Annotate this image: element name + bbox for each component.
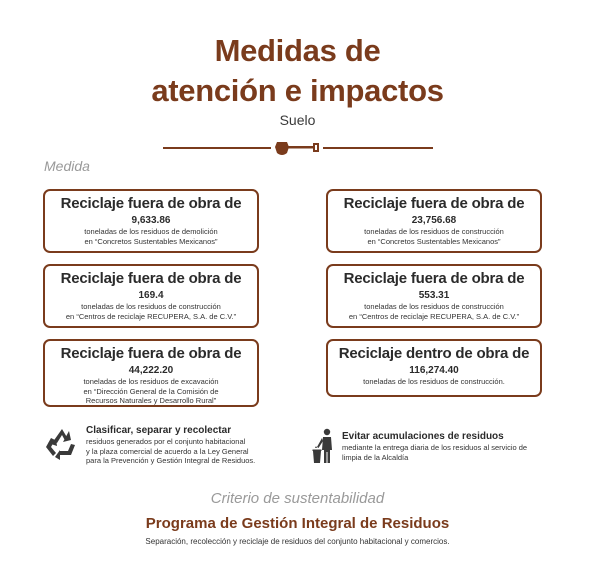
card-title: Reciclaje fuera de obra de	[343, 270, 525, 287]
action-classify	[86, 424, 286, 466]
title-divider	[163, 138, 433, 158]
page-title-line-1: Medidas de	[214, 33, 381, 68]
trash-person-icon	[312, 428, 338, 464]
card-desc: Recursos Naturales y Desarrollo Rural”	[85, 396, 217, 405]
card-value: 116,274.40	[409, 365, 459, 376]
card-value: 553.31	[418, 290, 450, 301]
action-desc: residuos generados por el conjunto habitacional	[86, 437, 246, 446]
measure-card	[326, 339, 542, 397]
card-value: 23,756.68	[411, 215, 457, 226]
divider-line-left	[163, 147, 271, 149]
card-title: Reciclaje fuera de obra de	[60, 270, 242, 287]
section-label-medida: Medida	[44, 158, 90, 174]
action-desc: y la plaza comercial de acuerdo a la Ley General	[86, 446, 249, 456]
card-desc: toneladas de los residuos de construcción	[81, 302, 221, 311]
card-desc: toneladas de los residuos de construcción	[364, 227, 504, 236]
program-title: Programa de Gestión Integral de Residuos	[145, 515, 450, 532]
program-desc: Separación, recolección y reciclaje de residuos del conjunto habitacional y comercios.	[145, 537, 450, 546]
divider-line-right	[323, 147, 433, 149]
card-desc: en “Centros de reciclaje RECUPERA, S.A. de C.V.”	[348, 311, 520, 321]
section-label-criterio: Criterio de sustentabilidad	[210, 490, 385, 507]
action-desc: para la Prevención y Gestión Integral de Residuos.	[86, 456, 256, 465]
card-desc: en “Dirección General de la Comisión de	[83, 386, 219, 396]
measure-card	[326, 189, 542, 253]
card-value: 44,222.20	[128, 365, 174, 376]
action-avoid-accumulation	[342, 430, 542, 462]
card-desc: toneladas de los residuos de construcción.	[363, 377, 505, 386]
card-title: Reciclaje fuera de obra de	[60, 195, 242, 212]
card-desc: en “Centros de reciclaje RECUPERA, S.A. de C.V.”	[65, 311, 237, 321]
measure-card	[43, 339, 259, 407]
card-value: 169.4	[138, 290, 164, 301]
measure-card	[43, 264, 259, 328]
page-subtitle: Suelo	[279, 112, 316, 128]
action-title: Evitar acumulaciones de residuos	[342, 431, 504, 442]
action-desc: mediante la entrega diaria de los residuos al servicio de	[342, 443, 528, 452]
page-title-line-2: atención e impactos	[151, 73, 444, 108]
card-desc: toneladas de los residuos de construcción	[364, 302, 504, 311]
card-desc: en “Concretos Sustentables Mexicanos”	[84, 236, 218, 246]
recycle-icon	[44, 427, 80, 461]
card-title: Reciclaje fuera de obra de	[60, 345, 242, 362]
card-title: Reciclaje fuera de obra de	[343, 195, 525, 212]
action-title: Clasificar, separar y recolectar	[86, 425, 232, 436]
card-desc: toneladas de los residuos de excavación	[83, 377, 219, 386]
card-value: 9,633.86	[131, 215, 171, 226]
action-desc: limpia de la Alcaldía	[342, 452, 409, 462]
card-title: Reciclaje dentro de obra de	[338, 345, 530, 362]
shovel-icon	[275, 138, 321, 158]
card-desc: toneladas de los residuos de demolición	[84, 227, 218, 236]
measure-card	[43, 189, 259, 253]
measure-card	[326, 264, 542, 328]
card-desc: en “Concretos Sustentables Mexicanos”	[367, 236, 501, 246]
